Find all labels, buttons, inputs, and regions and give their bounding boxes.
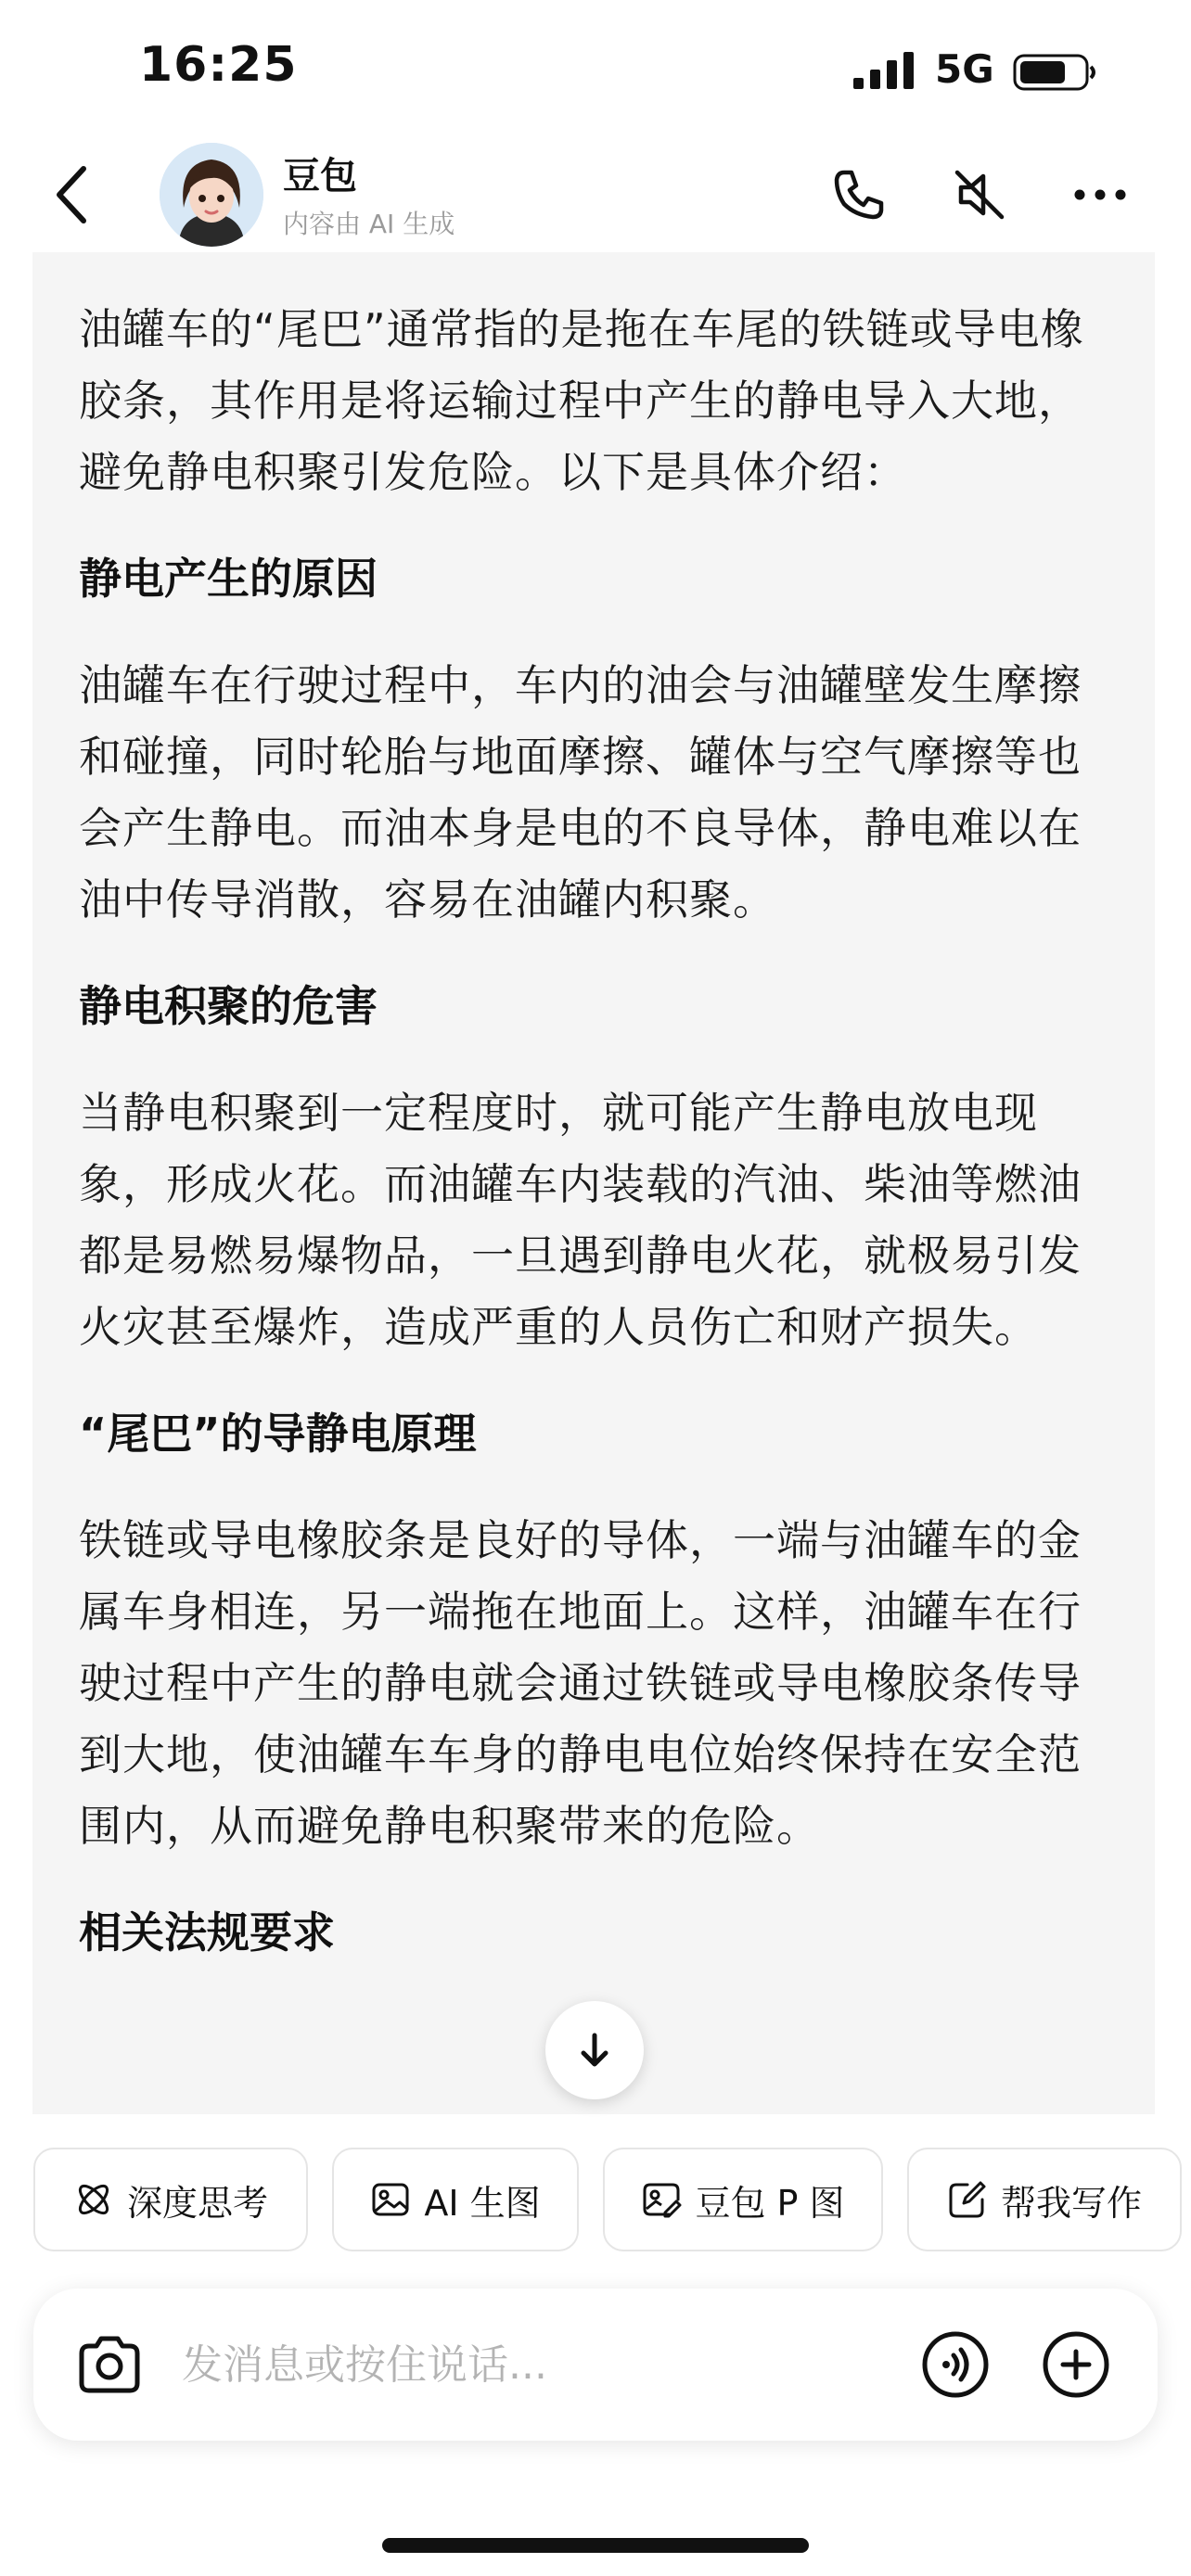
scroll-to-bottom-button[interactable]	[545, 2001, 644, 2099]
chip-label: 深度思考	[126, 2182, 268, 2224]
writing-button[interactable]	[907, 2148, 1182, 2251]
avatar[interactable]	[160, 143, 263, 247]
atom-icon	[73, 2179, 114, 2220]
speaker-muted-icon[interactable]	[946, 161, 1013, 228]
image-edit-icon	[641, 2179, 682, 2220]
arrow-down-icon	[572, 2028, 617, 2072]
section-body: 铁链或导电橡胶条是良好的导体，一端与油罐车的金属车身相连，另一端拖在地面上。这样，油罐车在行驶过程中产生的静电就会通过铁链或导电橡胶条传导到大地，使油罐车车身的静电电位始终保持在安全范围内，从而避免静电积聚带来的危险。	[79, 1515, 1082, 1851]
chat-header	[0, 139, 1191, 255]
photo-edit-button[interactable]	[603, 2148, 883, 2251]
section-heading: 相关法规要求	[79, 1907, 335, 1958]
phone-icon[interactable]	[826, 161, 892, 228]
assistant-message	[32, 252, 1155, 2114]
chip-label: 豆包 P 图	[695, 2182, 845, 2224]
chip-label: AI 生图	[424, 2182, 541, 2224]
camera-icon[interactable]	[74, 2329, 145, 2400]
section-heading: “尾巴”的导静电原理	[79, 1409, 477, 1459]
deep-think-button[interactable]	[33, 2148, 308, 2251]
chat-title: 豆包	[283, 155, 357, 198]
edit-icon	[947, 2179, 988, 2220]
message-composer	[33, 2289, 1158, 2441]
plus-icon[interactable]	[1041, 2329, 1111, 2400]
image-icon	[370, 2179, 411, 2220]
chip-label: 帮我写作	[1000, 2182, 1142, 2224]
chevron-left-icon[interactable]	[45, 158, 100, 232]
message-input[interactable]	[182, 2327, 905, 2402]
status-time: 16:25	[139, 37, 298, 93]
section-body: 当静电积聚到一定程度时，就可能产生静电放电现象，形成火花。而油罐车内装载的汽油、柴油等燃油都是易燃易爆物品，一旦遇到静电火花，就极易引发火灾甚至爆炸，造成严重的人员伤亡和财产损失。	[79, 1088, 1082, 1352]
section-heading: 静电积聚的危害	[79, 981, 378, 1031]
signal-icon	[853, 52, 915, 89]
ai-disclaimer: 内容由 AI 生成	[283, 209, 455, 239]
battery-icon	[1013, 54, 1098, 91]
message-intro: 油罐车的“尾巴”通常指的是拖在车尾的铁链或导电橡胶条，其作用是将运输过程中产生的静电导入大地，避免静电积聚引发危险。以下是具体介绍：	[79, 304, 1084, 497]
network-type: 5G	[935, 46, 994, 92]
section-heading: 静电产生的原因	[79, 554, 378, 604]
voice-call-icon[interactable]	[920, 2329, 991, 2400]
more-icon[interactable]	[1067, 161, 1133, 228]
status-bar	[0, 0, 1191, 139]
home-indicator[interactable]	[382, 2538, 809, 2553]
quick-actions	[0, 2148, 1191, 2251]
ai-image-button[interactable]	[332, 2148, 579, 2251]
section-body: 油罐车在行驶过程中，车内的油会与油罐壁发生摩擦和碰撞，同时轮胎与地面摩擦、罐体与空气摩擦等也会产生静电。而油本身是电的不良导体，静电难以在油中传导消散，容易在油罐内积聚。	[79, 660, 1082, 925]
